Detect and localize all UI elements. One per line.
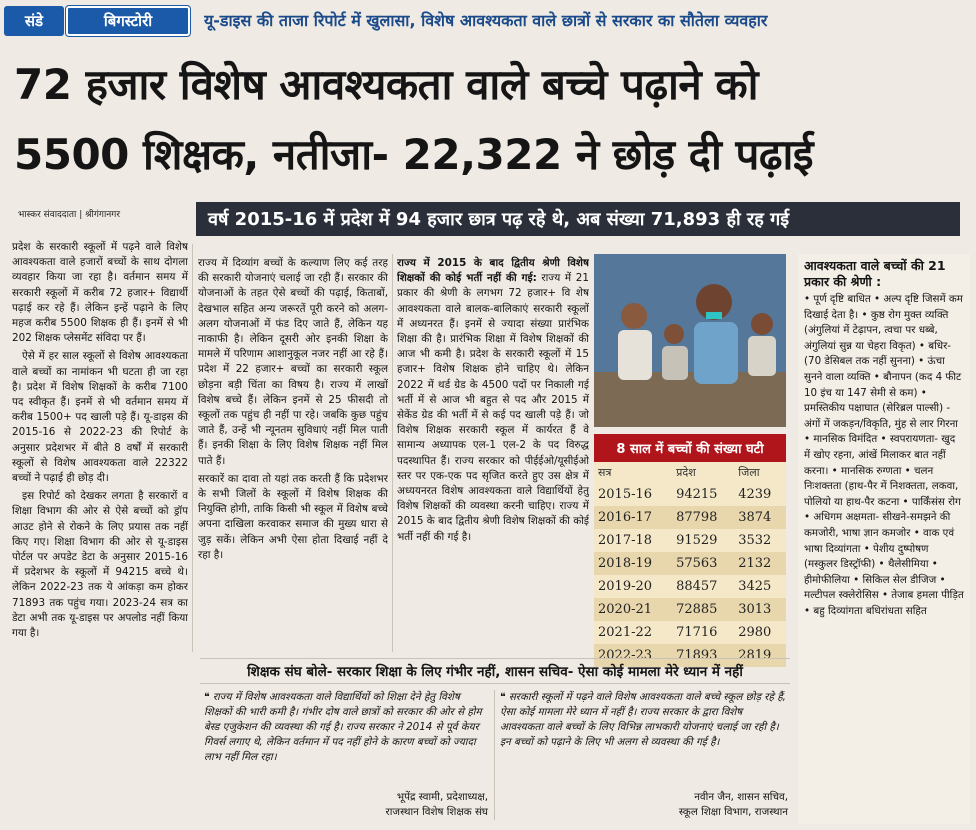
quote-left-text: ❝ राज्य में विशेष आवश्यकता वाले विद्यार्थियों को शिक्षा देने हेतु विशेष शिक्षकों की भारी कमी है। गंभीर दोष वाले छात्रों को सरकार की ओर से होम बेस्ड एजुकेशन की व्यवस्था की गई है। राज्य सरकार ने 2014 से पूर्व केयर गिवर्स लगाए थे, लेकिन वर्तमान में पद नहीं होने के कारण बच्चों को ज्यादा लाभ नहीं मिल रहा। [204, 691, 482, 763]
table-cell: 2018-19 [594, 552, 672, 575]
table-row [594, 506, 786, 529]
table-cell: 87798 [672, 506, 734, 529]
sidebar-heading: आवश्यकता वाले बच्चों की 21 प्रकार की श्रेणी : [804, 258, 946, 289]
sidebar-body: • पूर्ण दृष्टि बाधित • अल्प दृष्टि जिसमें कम दिखाई देता है। • कुष्ठ रोग मुक्त व्यक्ति (अंगुलियां में टेढ़ापन, त्वचा पर धब्बे, अंगुलियां सुन्न या चेहरा विकृत) • बधिर- (70 डेसिबल तक नहीं सुनना) • ऊंचा सुनने वाला व्यक्ति • बौनापन (कद 4 फीट 10 इंच या 147 सेमी से कम) • प्रमस्तिकीय पक्षाघात (सेरिब्रल पाल्सी) - अंगों में जकड़न/विकृति, मुंह से लार गिरना • मानसिक विमंदित • स्वपरायणता- खुद में खोए रहना, आंखें मिलाकर बात नहीं करना। • मानसिक रुग्णता • चलन निःशक्तता (हाथ-पैर में निशक्तता, लकवा, पोलियो या हाथ-पैर कटना • पार्किंसंस रोग • अधिगम अक्षमता- सीखने-समझने की कमजोरी, भाषा ज्ञान कमजोर • वाक एवं भाषा दिव्यांगता • पेशीय दुष्पोषण (मस्कुलर डिस्ट्रॉफी) • थैलेसीमिया • हीमोफीलिया • सिकिल सेल डीजिज • मल्टीपल स्क्लेरोसिस • तेजाब हमला पीड़ित • बहु दिव्यांगता बधिरांधता सहित [804, 293, 964, 617]
table-cell: 88457 [676, 579, 718, 594]
enrollment-table [594, 434, 786, 663]
table-title: 8 साल में बच्चों की संख्या घटी [594, 434, 786, 462]
column2-para-1: राज्य में दिव्यांग बच्चों के कल्याण लिए कई तरह की सरकारी योजनाएं चलाई जा रही हैं। सरकार की योजनाओं के तहत ऐसे बच्चों की पढ़ाई, किताबों, देखभाल सहित अन्य जरूरतें पूरी करने को अलग-अलग योजनाओं में फंड दिए जाते हैं, लेकिन यह नाकाफी है। लेकिन दूसरी ओर इनकी शिक्षा के मामले में परिणाम आशानुकूल नजर नहीं आ रहे हैं। प्रदेश में 22 हजार+ बच्चों का सरकारी स्कूल छोड़ना बड़ी चिंता का विषय है। राज्य में लाखों विशेष बच्चे हैं। लेकिन इनमें से 25 फीसदी तो स्कूलों तक पहुंच ही नहीं पा रहे। जबकि कुछ पहुंच जाते हैं, उन्हें भी न्यूनतम सुविधाएं नहीं मिल पाती हैं। इनकी शिक्षा के लिए विशेष शिक्षक नहीं मिल पाते हैं। [198, 257, 388, 467]
table-cell: 2020-21 [594, 598, 672, 621]
table-cell: 2016-17 [594, 506, 672, 529]
column3-heading: राज्य में 2015 के बाद द्वितीय श्रेणी विशेष शिक्षकों की कोई भर्ती नहीं की गई: [397, 257, 589, 285]
table-cell: 3425 [738, 579, 772, 594]
category-sidebar [798, 254, 970, 824]
table-cell: 72885 [672, 598, 734, 621]
column-divider [192, 244, 193, 652]
table-cell: 94215 [676, 487, 718, 502]
table-row [594, 621, 786, 644]
table-cell: 2980 [738, 625, 772, 640]
section-tag-sunday: संडे [4, 6, 64, 36]
article-column-1 [12, 240, 188, 825]
kicker-line: यू-डाइस की ताजा रिपोर्ट में खुलासा, विशेष आवश्यकता वाले छात्रों से सरकार का सौतेला व्यवहार [204, 11, 768, 30]
table-cell: 57563 [672, 552, 734, 575]
table-row [594, 598, 786, 621]
table-cell: 3874 [734, 506, 786, 529]
enrollment-data-table [594, 462, 786, 667]
quote-right-org: स्कूल शिक्षा विभाग, राजस्थान [678, 806, 788, 818]
students-classroom-photo [594, 254, 786, 427]
quotes-banner: शिक्षक संघ बोले- सरकार शिक्षा के लिए गंभीर नहीं, शासन सचिव- ऐसा कोई मामला मेरे ध्यान में नहीं [200, 658, 790, 684]
quote-divider [494, 690, 495, 820]
quote-right-name: नवीन जैन, शासन सचिव, [694, 791, 788, 803]
table-cell: 2015-16 [598, 487, 653, 502]
table-cell: 2819 [734, 644, 786, 667]
table-header-state: प्रदेश [676, 466, 696, 479]
table-row [594, 529, 786, 552]
table-row [594, 575, 786, 598]
table-cell: 2021-22 [598, 625, 653, 640]
article-column-2 [198, 256, 388, 656]
headline-line-2: 5500 शिक्षक, नतीजा- 22,322 ने छोड़ दी पढ़ाई [14, 130, 813, 179]
quote-left-org: राजस्थान विशेष शिक्षक संघ [385, 806, 488, 818]
table-cell: 71893 [672, 644, 734, 667]
table-cell: 3013 [734, 598, 786, 621]
quote-right-text: ❝ सरकारी स्कूलों में पढ़ने वाले विशेष आवश्यकता वाले बच्चे स्कूल छोड़ रहे हैं, ऐसा कोई मामला मेरे ध्यान में नहीं है। राज्य सरकार के द्वारा विशेष आवश्यकता वाले बच्चों के लिए विभिन्न लाभकारी योजनाएं चलाई जा रही है। इन बच्चों को पढ़ाने के लिए भी अलग से व्यवस्था की गई है। [500, 691, 786, 748]
table-header-district: जिला [738, 466, 760, 479]
table-cell: 2132 [734, 552, 786, 575]
table-cell: 91529 [676, 533, 718, 548]
table-cell: 71716 [676, 625, 718, 640]
byline: भास्कर संवाददाता | श्रीगंगानगर [18, 210, 121, 220]
table-header-session: सत्र [598, 466, 612, 479]
column1-para-1: प्रदेश के सरकारी स्कूलों में पढ़ने वाले विशेष आवश्यकता वाले हजारों बच्चों के साथ दोगला व्यवहार किया जा रहा है। वर्तमान समय में सरकारी स्कूलों में करीब 72 हजार+ विद्यार्थी पढ़ाई कर रहे हैं। लेकिन इन्हें पढ़ाने के लिए महज करीब 5500 शिक्षक ही हैं। इनमें से भी 202 शिक्षक प्लेसमेंट संविदा पर हैं। [12, 241, 188, 345]
table-cell: 3532 [738, 533, 772, 548]
quote-left-name: भूपेंद्र स्वामी, प्रदेशाध्यक्ष, [396, 791, 488, 803]
table-cell: 4239 [738, 487, 772, 502]
article-column-3 [397, 256, 589, 656]
column2-para-2: सरकारें का दावा तो यहां तक करती हैं कि प्रदेशभर के सभी जिलों के स्कूलों में विशेष शिक्षक की नियुक्ति होगी, ताकि किसी भी स्कूल में विशेष बच्चे अपना दाखिला करवाकर समाज की मुख्य धारा से जुड़ सकें। लेकिन अभी ऐसा होता दिखाई नहीं दे रहा है। [198, 472, 388, 561]
section-tag-bigstory: बिगस्टोरी [66, 6, 190, 36]
table-cell: 2019-20 [598, 579, 653, 594]
photo-illustration [594, 254, 786, 427]
table-cell: 2022-23 [594, 644, 672, 667]
table-cell: 2017-18 [598, 533, 653, 548]
column3-body: राज्य में 21 प्रकार की श्रेणी के लगभग 72 हजार+ वि शेष आवश्यकता वाले बालक-बालिकाएं सरकारी स्कूलों में अध्यनरत हैं। इनमें से ज्यादा संख्या प्रारंभिक शिक्षा की है। प्रारंभिक शिक्षा में विशेष शिक्षकों की आज भी कमी है। प्रदेश के सरकारी स्कूलों में 15 हजार+ विशेष शिक्षक होने चाहिए थे। लेकिन 2022 में थर्ड ग्रेड के 4500 पदों पर निकाली गई भर्ती में से आज भी बहुत से पद और 2015 में सेकेंड ग्रेड की भर्ती में से कई पद खाली पड़े हैं। जो विशेष शिक्षक सरकारी स्कूल में कार्यरत हैं वे सामान्य अध्यापक एल-1 एल-2 के पद विरुद्ध पदस्थापित हैं। राज्य सरकार को पीईईओ/यूसीईओ स्तर पर एक-एक पद सृजित करते हुए उस क्षेत्र में अध्ययनरत विशेष आवश्यकता वाले विद्यार्थियों हेतु विशेष शिक्षकों की व्यवस्था करनी चाहिए। राज्य में 2015 के बाद द्वितीय श्रेणी विशेष शिक्षकों की कोई भर्ती नहीं की गई है। [397, 272, 589, 543]
table-row [594, 552, 786, 575]
column1-para-2: ऐसे में हर साल स्कूलों से विशेष आवश्यकता वाले बच्चों का नामांकन भी घटता ही जा रहा है। प्रदेश में विशेष शिक्षकों के करीब 7100 पद स्वीकृत हैं। इनमें से भी वर्तमान समय में करीब 1500+ पद खाली पड़े हैं। यू-डाइस की 2015-16 से 2022-23 की रिपोर्ट के अनुसार प्रदेशभर में बीते 8 वर्षों में सरकारी स्कूलों से विशेष आवश्यकता वाले 22322 बच्चों ने पढ़ाई ही छोड़ दी। [12, 350, 188, 485]
column1-para-3: इस रिपोर्ट को देखकर लगता है सरकारों व शिक्षा विभाग की ओर से ऐसे बच्चों को ड्रॉप आउट होने से रोकने के लिए प्रयास तक नहीं किए गए। शिक्षा विभाग की ओर से यू-डाइस पोर्टल पर अपडेट डेटा के अनुसार 2015-16 में प्रदेशभर के स्कूलों में 94215 बच्चे थे। लेकिन 2022-23 तक ये आंकड़ा कम होकर 71893 तक पहुंच गया। 2023-24 सत्र का डेटा अभी तक यू-डाइस पर अपलोड नहीं किया गया है। [12, 490, 188, 640]
headline-line-1: 72 हजार विशेष आवश्यकता वाले बच्चे पढ़ाने को [14, 60, 758, 109]
table-row [594, 483, 786, 506]
subheadline-bar: वर्ष 2015-16 में प्रदेश में 94 हजार छात्र पढ़ रहे थे, अब संख्या 71,893 ही रह गई [196, 202, 960, 236]
column-divider [392, 254, 393, 652]
